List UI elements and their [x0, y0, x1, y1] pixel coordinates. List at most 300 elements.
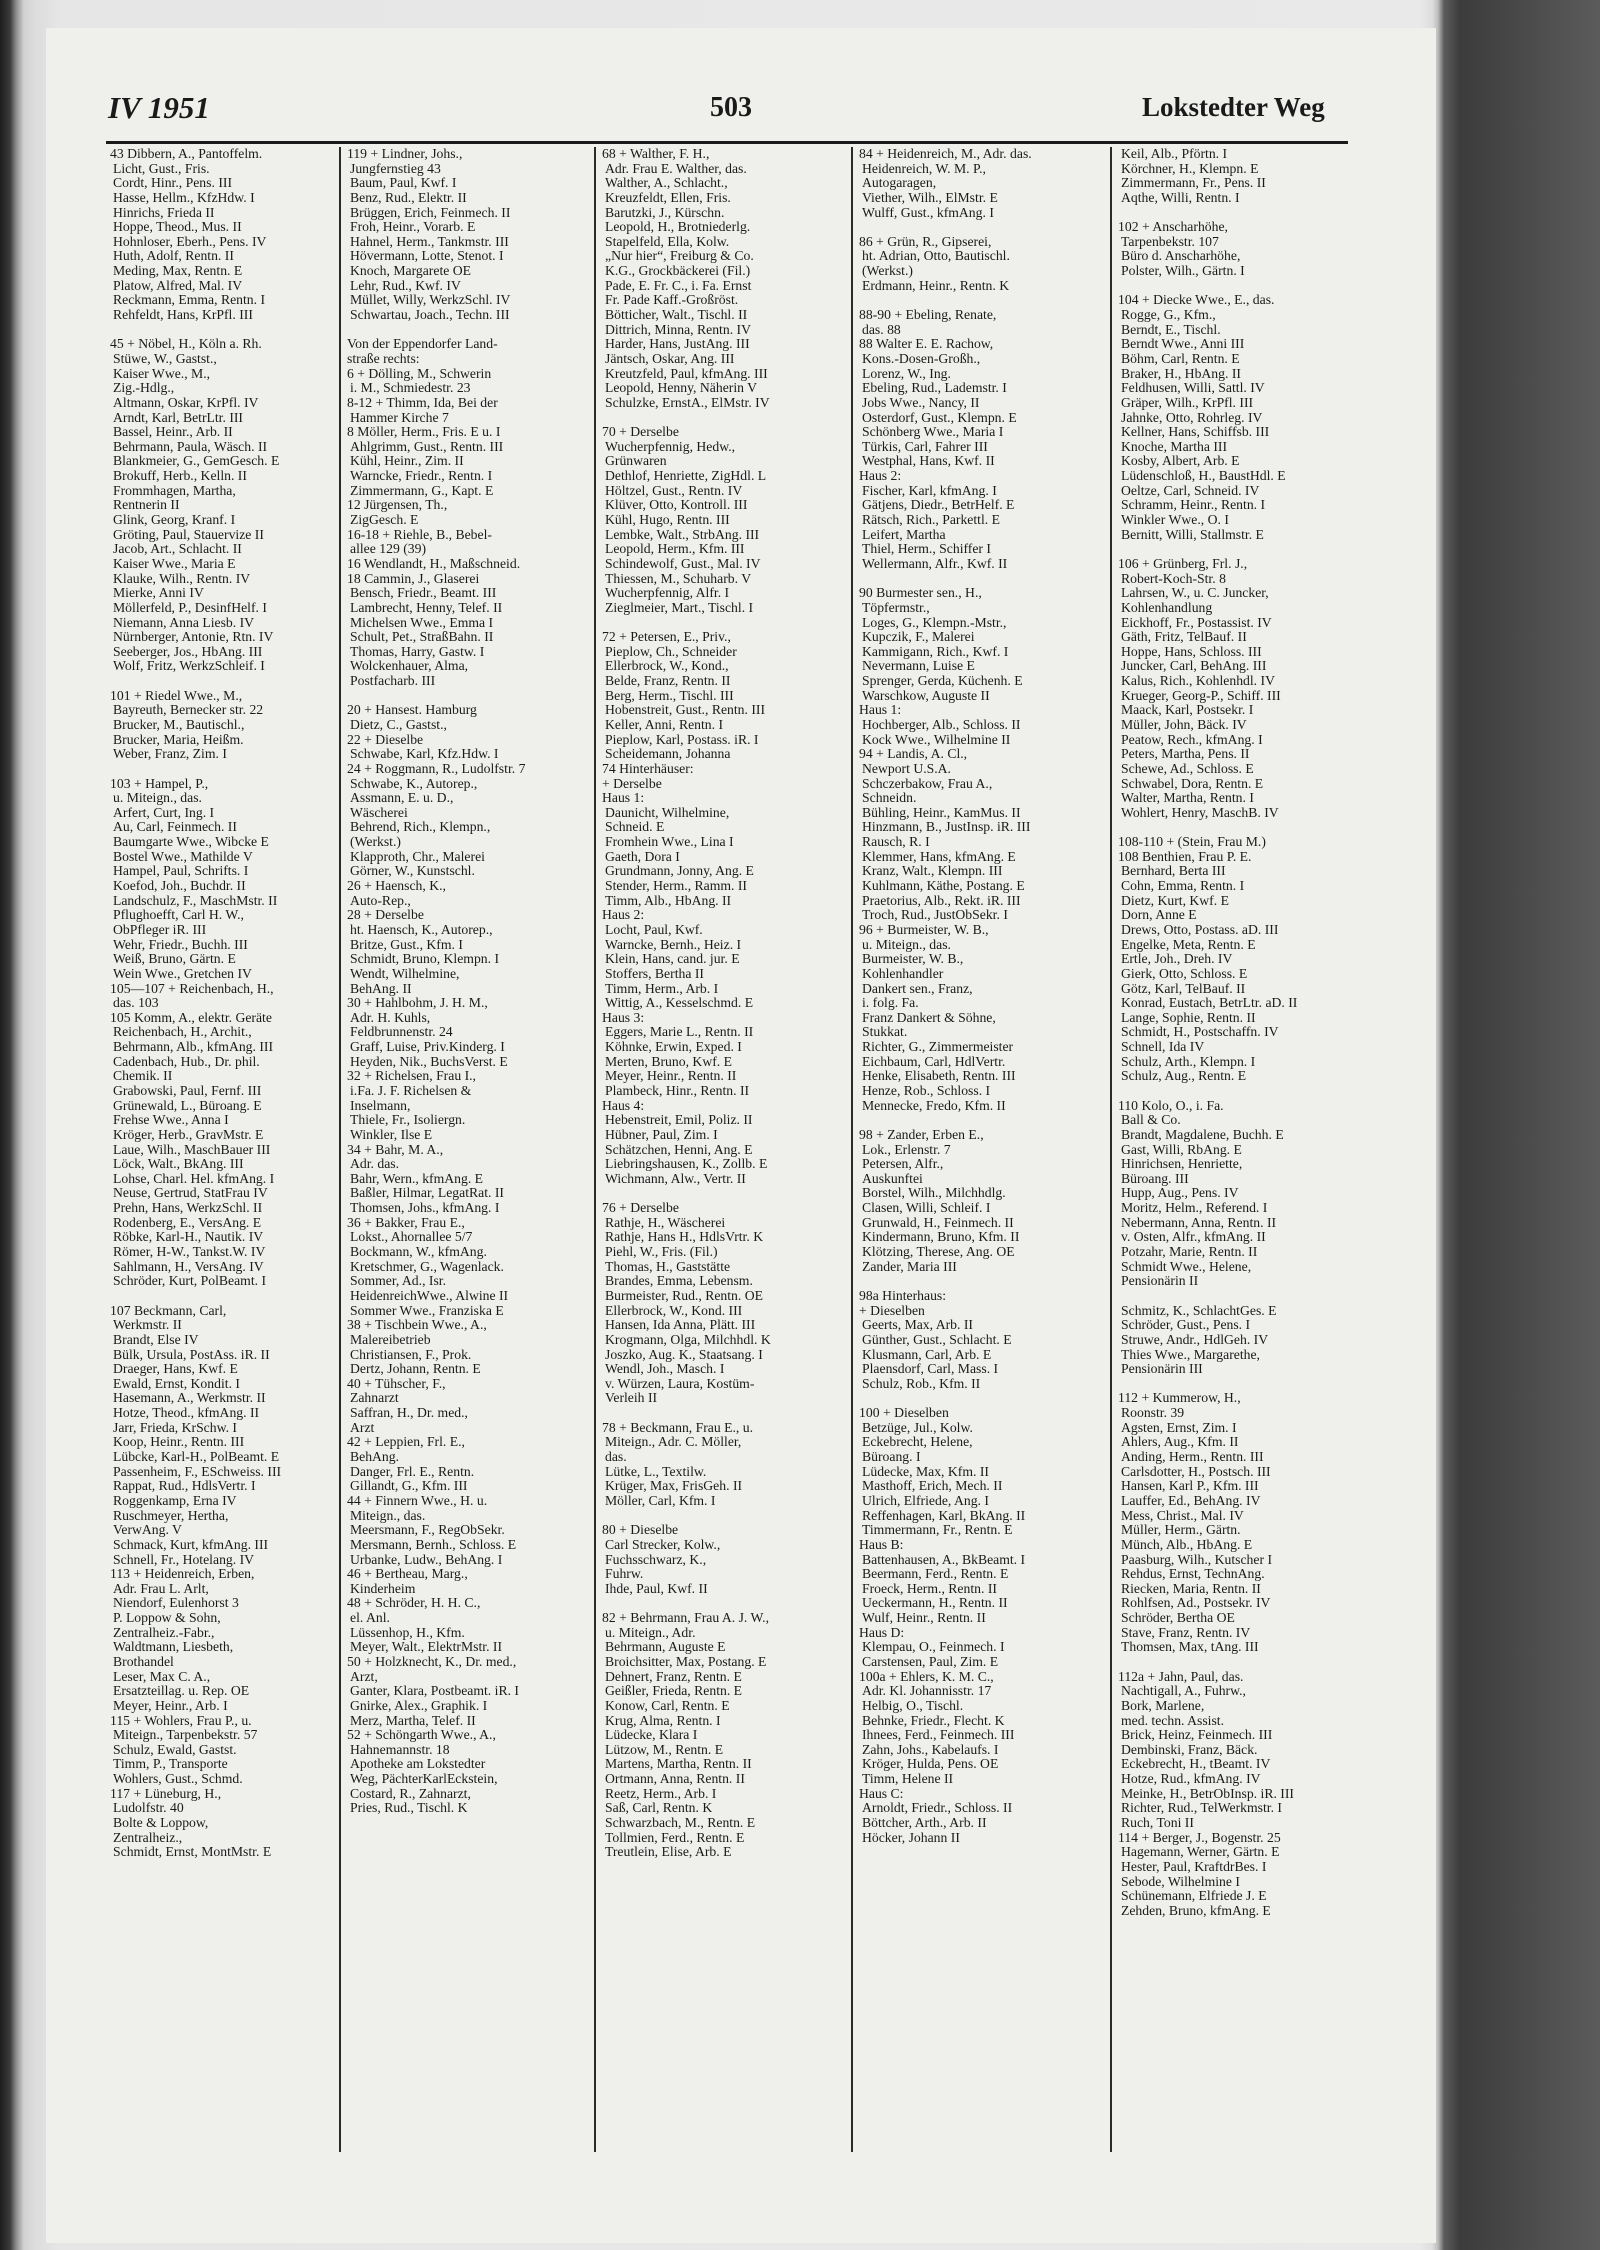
directory-entry-line: Pensionärin III	[1121, 1362, 1203, 1377]
directory-entry-line: Blankmeier, G., GemGesch. E	[113, 454, 280, 469]
directory-entry-line: u. Miteign., Adr.	[605, 1625, 696, 1640]
directory-entry-line	[602, 1509, 845, 1524]
directory-entry-line: Huth, Adolf, Rentn. II	[113, 249, 234, 264]
directory-entry-line: Haus 3:	[602, 1010, 645, 1025]
directory-entry-line: Günther, Gust., Schlacht. E	[862, 1332, 1012, 1347]
directory-entry-line: Lüdenschloß, H., BaustHdl. E	[1121, 469, 1286, 484]
directory-entry-line: Dembinski, Franz, Bäck.	[1121, 1742, 1258, 1757]
directory-entry-line: Belde, Franz, Rentn. II	[605, 674, 731, 689]
directory-entry-line: Nachtigall, A., Fuhrw.,	[1121, 1684, 1246, 1699]
directory-entry-line: Dethlof, Henriette, ZigHdl. L	[605, 469, 767, 484]
directory-entry-line: Röbke, Karl-H., Nautik. IV	[113, 1230, 264, 1245]
directory-entry-line: 103 + Hampel, P.,	[110, 776, 209, 791]
directory-entry-line: Meinke, H., BetrObInsp. iR. III	[1121, 1786, 1294, 1801]
directory-entry-line: 22 + Dieselbe	[347, 732, 424, 747]
directory-entry-line: 102 + Anscharhöhe,	[1118, 220, 1228, 235]
directory-entry-line	[859, 1274, 1104, 1289]
directory-entry-line: el. Anl.	[350, 1611, 390, 1626]
directory-entry-line: Meyer, Heinr., Arb. I	[113, 1698, 228, 1713]
directory-entry-line: Bötticher, Walt., Tischl. II	[605, 308, 748, 323]
directory-column-1	[110, 147, 333, 1860]
directory-entry-line: Baßler, Hilmar, LegatRat. II	[350, 1186, 504, 1201]
directory-entry-line: Braker, H., HbAng. II	[1121, 366, 1241, 381]
directory-entry-line	[110, 1289, 333, 1304]
directory-entry-line: u. Miteign., das.	[862, 937, 951, 952]
directory-entry-line: Bernhard, Berta III	[1121, 864, 1226, 879]
directory-entry-line: Fr. Pade Kaff.-Großröst.	[605, 293, 739, 308]
directory-entry-line: Thiessen, M., Schuharb. V	[605, 571, 752, 586]
directory-entry-line: Möller, Carl, Kfm. I	[605, 1493, 716, 1508]
directory-entry-line: Thiele, Fr., Isoliergn.	[350, 1113, 466, 1128]
directory-entry-line: Wein Wwe., Gretchen IV	[113, 966, 252, 981]
street-title: Lokstedter Weg	[1142, 92, 1325, 122]
directory-entry-line: Bayreuth, Bernecker str. 22	[113, 703, 264, 718]
directory-entry-line: Merten, Bruno, Kwf. E	[605, 1054, 732, 1069]
directory-entry-line: Schult, Pet., StraßBahn. II	[350, 630, 494, 645]
directory-entry-line: Ersatzteillag. u. Rep. OE	[113, 1684, 250, 1699]
directory-entry-line: Klötzing, Therese, Ang. OE	[862, 1245, 1015, 1260]
directory-entry-line: Wehr, Friedr., Buchh. III	[113, 937, 248, 952]
directory-entry-line: Jacob, Art., Schlacht. II	[113, 542, 242, 557]
directory-entry-line	[110, 674, 333, 689]
directory-entry-line: Stender, Herm., Ramm. II	[605, 879, 747, 894]
directory-entry-line: Büro d. Anscharhöhe,	[1121, 249, 1241, 264]
directory-entry-line: 115 + Wohlers, Frau P., u.	[110, 1713, 252, 1728]
directory-entry-line	[1118, 820, 1348, 835]
directory-entry-line: Frommhagen, Martha,	[113, 483, 236, 498]
directory-entry-line: Krueger, Georg-P., Schiff. III	[1121, 688, 1281, 703]
directory-entry-line: Auskunftei	[862, 1171, 923, 1186]
directory-entry-line: Zimmermann, Fr., Pens. II	[1121, 176, 1266, 191]
directory-column-5	[1118, 147, 1348, 1919]
directory-entry-line: Römer, H-W., Tankst.W. IV	[113, 1245, 266, 1260]
directory-entry-line: 90 Burmester sen., H.,	[859, 586, 982, 601]
directory-entry-line: Newport U.S.A.	[862, 761, 951, 776]
directory-entry-line: Berndt, E., Tischl.	[1121, 322, 1221, 337]
directory-entry-line: 86 + Grün, R., Gipserei,	[859, 234, 992, 249]
directory-entry-line	[602, 1186, 845, 1201]
directory-entry-line: Brucker, Maria, Heißm.	[113, 732, 244, 747]
directory-entry-line: Riecken, Maria, Rentn. II	[1121, 1581, 1261, 1596]
directory-entry-line: Bahr, Wern., kfmAng. E	[350, 1171, 484, 1186]
directory-entry-line: Locht, Paul, Kwf.	[605, 922, 703, 937]
directory-entry-line: Geißler, Frieda, Rentn. E	[605, 1684, 743, 1699]
directory-entry-line: 114 + Berger, J., Bogenstr. 25	[1118, 1830, 1281, 1845]
directory-entry-line: Rehdus, Ernst, TechnAng.	[1121, 1567, 1265, 1582]
directory-entry-line: Eckebrecht, H., tBeamt. IV	[1121, 1757, 1271, 1772]
directory-entry-line: ht. Haensch, K., Autorep.,	[350, 922, 493, 937]
directory-entry-line: HeidenreichWwe., Alwine II	[350, 1288, 509, 1303]
directory-entry-line: Kinderheim	[350, 1581, 416, 1596]
directory-entry-line: Grünwaren	[605, 454, 667, 469]
directory-entry-line: Pade, E. Fr. C., i. Fa. Ernst	[605, 278, 752, 293]
directory-entry-line: Bülk, Ursula, PostAss. iR. II	[113, 1347, 270, 1362]
directory-entry-line: 119 + Lindner, Johs.,	[347, 147, 463, 161]
directory-entry-line: Hübner, Paul, Zim. I	[605, 1127, 718, 1142]
directory-entry-line: Töpfermstr.,	[862, 600, 930, 615]
directory-entry-line: Schneidn.	[862, 791, 917, 806]
directory-entry-line: Rohlfsen, Ad., Postsekr. IV	[1121, 1596, 1271, 1611]
directory-entry-line: Hövermann, Lotte, Stenot. I	[350, 249, 504, 264]
directory-entry-line: Klauke, Wilh., Rentn. IV	[113, 571, 251, 586]
directory-entry-line: Richter, Rud., TelWerkmstr. I	[1121, 1801, 1282, 1816]
directory-entry-line: Richter, G., Zimmermeister	[862, 1040, 1014, 1055]
directory-entry-line: Piehl, W., Fris. (Fil.)	[605, 1245, 718, 1260]
directory-entry-line: Mennecke, Fredo, Kfm. II	[862, 1098, 1006, 1113]
directory-entry-line: Pries, Rud., Tischl. K	[350, 1801, 468, 1816]
directory-entry-line: Kreuzfeldt, Ellen, Fris.	[605, 190, 731, 205]
directory-entry-line: Praetorius, Alb., Rekt. iR. III	[862, 893, 1021, 908]
directory-entry-line: Burmeister, Rud., Rentn. OE	[605, 1288, 763, 1303]
directory-entry-line: Oeltze, Carl, Schneid. IV	[1121, 483, 1260, 498]
directory-entry-line: Bernitt, Willi, Stallmstr. E	[1121, 527, 1264, 542]
directory-entry-line: Roonstr. 39	[1121, 1406, 1185, 1421]
directory-entry-line: Michelsen Wwe., Emma I	[350, 615, 494, 630]
directory-entry-line: 50 + Holzknecht, K., Dr. med.,	[347, 1654, 517, 1669]
directory-entry-line: Henze, Rob., Schloss. I	[862, 1084, 991, 1098]
directory-entry-line: Verleih II	[605, 1391, 658, 1406]
directory-entry-line: Erdmann, Heinr., Rentn. K	[862, 278, 1010, 293]
directory-entry-line: Leser, Max C. A.,	[113, 1669, 211, 1684]
directory-entry-line: 8-12 + Thimm, Ida, Bei der	[347, 395, 498, 410]
directory-entry-line: Schneid. E	[605, 820, 665, 835]
directory-entry-line: Benz, Rud., Elektr. II	[350, 190, 467, 205]
directory-entry-line: Nebermann, Anna, Rentn. II	[1121, 1215, 1277, 1230]
directory-entry-line: Hohnloser, Eberh., Pens. IV	[113, 234, 267, 249]
directory-entry-line: Görner, W., Kunstschl.	[350, 864, 475, 879]
directory-entry-line: Bostel Wwe., Mathilde V	[113, 849, 253, 864]
directory-entry-line: Britze, Gust., Kfm. I	[350, 937, 463, 952]
directory-entry-line: Dietz, C., Gastst.,	[350, 717, 447, 732]
directory-entry-line: Hinzmann, B., JustInsp. iR. III	[862, 820, 1031, 835]
directory-entry-line: Miteign., Adr. C. Möller,	[605, 1435, 742, 1450]
directory-entry-line: Gnirke, Alex., Graphik. I	[350, 1698, 488, 1713]
header-rule	[106, 141, 1348, 144]
directory-entry-line: Landschulz, F., MaschMstr. II	[113, 893, 278, 908]
directory-entry-line: Zimmermann, G., Kapt. E	[350, 483, 494, 498]
directory-entry-line: + Derselbe	[602, 776, 662, 791]
directory-entry-line: Lohse, Charl. Hel. kfmAng. I	[113, 1171, 275, 1186]
directory-entry-line: Kuhlmann, Käthe, Postang. E	[862, 879, 1025, 894]
directory-entry-line: Altmann, Oskar, KrPfl. IV	[113, 395, 259, 410]
directory-entry-line: Hebenstreit, Emil, Poliz. II	[605, 1113, 753, 1128]
directory-entry-line: Wendt, Wilhelmine,	[350, 966, 460, 981]
directory-entry-line	[602, 1406, 845, 1421]
directory-entry-line: Rehfeldt, Hans, KrPfl. III	[113, 308, 253, 323]
directory-entry-line: Mess, Christ., Mal. IV	[1121, 1508, 1244, 1523]
directory-entry-line: Ahlers, Aug., Kfm. II	[1121, 1435, 1239, 1450]
directory-entry-line: Haus 2:	[602, 908, 645, 923]
directory-entry-line: Adr. H. Kuhls,	[350, 1010, 431, 1025]
directory-entry-line: Haus C:	[859, 1786, 904, 1801]
directory-entry-line: straße rechts:	[347, 351, 420, 366]
directory-entry-line: 52 + Schöngarth Wwe., A.,	[347, 1728, 496, 1743]
directory-entry-line	[1118, 279, 1348, 294]
directory-entry-line: Brüggen, Erich, Feinmech. II	[350, 205, 511, 220]
directory-entry-line: Kupczik, F., Malerei	[862, 630, 975, 645]
directory-entry-line: Nürnberger, Antonie, Rtn. IV	[113, 630, 274, 645]
column-divider	[594, 147, 596, 2152]
directory-entry-line: Adr. Frau E. Walther, das.	[605, 161, 747, 176]
directory-entry-line: 94 + Landis, A. Cl.,	[859, 747, 968, 762]
directory-entry-line: Baum, Paul, Kwf. I	[350, 176, 457, 191]
directory-entry-line: Ortmann, Anna, Rentn. II	[605, 1772, 745, 1787]
directory-entry-line: Hansen, Karl P., Kfm. III	[1121, 1479, 1259, 1494]
directory-entry-line: Konrad, Eustach, BetrLtr. aD. II	[1121, 996, 1298, 1011]
directory-entry-line: Schmack, Kurt, kfmAng. III	[113, 1537, 269, 1552]
directory-entry-line: 100 + Dieselben	[859, 1406, 949, 1421]
directory-entry-line: Stapelfeld, Ella, Kolw.	[605, 234, 730, 249]
directory-entry-line: Brandes, Emma, Lebensm.	[605, 1274, 753, 1289]
directory-entry-line: Moritz, Helm., Referend. I	[1121, 1201, 1268, 1216]
directory-entry-line: Drews, Otto, Postass. aD. III	[1121, 922, 1279, 937]
directory-entry-line: Ebeling, Rud., Lademstr. I	[862, 381, 1007, 396]
directory-entry-line: Martens, Martha, Rentn. II	[605, 1757, 752, 1772]
volume-year: IV 1951	[108, 90, 210, 125]
directory-entry-line: das.	[605, 1450, 627, 1465]
page-number: 503	[710, 92, 752, 123]
directory-entry-line: 72 + Petersen, E., Priv.,	[602, 630, 731, 645]
directory-entry-line: Keller, Anni, Rentn. I	[605, 717, 724, 732]
directory-entry-line: Borstel, Wilh., Milchhdlg.	[862, 1186, 1006, 1201]
directory-entry-line: das. 103	[113, 996, 159, 1011]
directory-entry-line: Pieplow, Karl, Postass. iR. I	[605, 732, 759, 747]
directory-entry-line: Kindermann, Bruno, Kfm. II	[862, 1230, 1020, 1245]
directory-entry-line: Wulff, Gust., kfmAng. I	[862, 205, 994, 220]
directory-entry-line: Schulz, Ewald, Gastst.	[113, 1742, 237, 1757]
directory-entry-line: 16-18 + Riehle, B., Bebel-	[347, 527, 492, 542]
directory-entry-line: Konow, Carl, Rentn. E	[605, 1698, 730, 1713]
directory-entry-line: 46 + Bertheau, Marg.,	[347, 1567, 468, 1582]
directory-entry-line: Meyer, Walt., ElektrMstr. II	[350, 1640, 503, 1655]
directory-entry-line: Winkler Wwe., O. I	[1121, 513, 1229, 528]
directory-entry-line: 108-110 + (Stein, Frau M.)	[1118, 835, 1266, 850]
directory-entry-line: Haus D:	[859, 1625, 905, 1640]
directory-entry-line: Ulrich, Elfriede, Ang. I	[862, 1493, 989, 1508]
directory-entry-line: Gräper, Wilh., KrPfl. III	[1121, 395, 1254, 410]
directory-column-2	[347, 147, 588, 1816]
directory-entry-line: Lok., Erlenstr. 7	[862, 1142, 951, 1157]
directory-entry-line	[347, 323, 588, 338]
directory-entry-line: Agsten, Ernst, Zim. I	[1121, 1420, 1237, 1435]
directory-entry-line: Pensionärin II	[1121, 1274, 1199, 1289]
directory-entry-line: Sprenger, Gerda, Küchenh. E	[862, 674, 1023, 689]
directory-entry-line: Wichmann, Alw., Vertr. II	[605, 1171, 746, 1186]
directory-entry-line: Masthoff, Erich, Mech. II	[862, 1479, 1003, 1494]
directory-entry-line: Hotze, Theod., kfmAng. II	[113, 1406, 260, 1421]
directory-entry-line: Fuchsschwarz, K.,	[605, 1552, 707, 1567]
directory-entry-line: Klempau, O., Feinmech. I	[862, 1640, 1005, 1655]
directory-entry-line: 101 + Riedel Wwe., M.,	[110, 688, 243, 703]
directory-entry-line: Keil, Alb., Pförtn. I	[1121, 147, 1228, 161]
directory-entry-line: Kühl, Heinr., Zim. II	[350, 454, 464, 469]
directory-entry-line: Grunwald, H., Feinmech. II	[862, 1215, 1014, 1230]
directory-entry-line: Höltzel, Gust., Rentn. IV	[605, 483, 743, 498]
directory-entry-line: Stukkat.	[862, 1025, 908, 1040]
directory-entry-line: Meyer, Heinr., Rentn. II	[605, 1069, 737, 1084]
directory-entry-line: 74 Hinterhäuser:	[602, 761, 694, 776]
directory-entry-line: Schwarzbach, M., Rentn. E	[605, 1816, 756, 1831]
directory-entry-line: Wucherpfennig, Hedw.,	[605, 439, 736, 454]
directory-entry-line: Körchner, H., Klempn. E	[1121, 161, 1259, 176]
directory-entry-line: Schulz, Aug., Rentn. E	[1121, 1069, 1247, 1084]
directory-entry-line: Meding, Max, Rentn. E	[113, 264, 243, 279]
directory-entry-line: Schulzke, ErnstA., ElMstr. IV	[605, 395, 770, 410]
directory-entry-line: Cordt, Hinr., Pens. III	[113, 176, 232, 191]
directory-entry-line: Haus 2:	[859, 469, 902, 484]
directory-entry-line: Juncker, Carl, BehAng. III	[1121, 659, 1267, 674]
directory-entry-line: Franz Dankert & Söhne,	[862, 1010, 996, 1025]
directory-entry-line: 68 + Walther, F. H.,	[602, 147, 710, 161]
directory-entry-line	[859, 1391, 1104, 1406]
directory-entry-line: Maack, Karl, Postsekr. I	[1121, 703, 1254, 718]
directory-entry-line: Au, Carl, Feinmech. II	[113, 820, 237, 835]
directory-entry-line: Kammigann, Rich., Kwf. I	[862, 644, 1009, 659]
directory-entry-line: Eggers, Marie L., Rentn. II	[605, 1025, 754, 1040]
directory-entry-line: Kellner, Hans, Schiffsb. III	[1121, 425, 1270, 440]
directory-entry-line: 8 Möller, Herm., Fris. E u. I	[347, 425, 501, 440]
directory-entry-line: 70 + Derselbe	[602, 425, 679, 440]
directory-entry-line: Plambeck, Hinr., Rentn. II	[605, 1084, 750, 1098]
directory-entry-line: Ellerbrock, W., Kond. III	[605, 1303, 743, 1318]
directory-entry-line: Ihnees, Ferd., Feinmech. III	[862, 1728, 1015, 1743]
directory-entry-line: VerwAng. V	[113, 1523, 182, 1538]
directory-entry-line: Haus 1:	[859, 703, 902, 718]
directory-entry-line: Henke, Elisabeth, Rentn. III	[862, 1069, 1016, 1084]
directory-entry-line: Tollmien, Ferd., Rentn. E	[605, 1830, 745, 1845]
directory-entry-line: BehAng.	[350, 1450, 400, 1465]
directory-entry-line: Schwartau, Joach., Techn. III	[350, 308, 510, 323]
directory-entry-line: Grundmann, Jonny, Ang. E	[605, 864, 754, 879]
directory-entry-line: Licht, Gust., Fris.	[113, 161, 210, 176]
directory-entry-line: 24 + Roggmann, R., Ludolfstr. 7	[347, 761, 526, 776]
directory-entry-line: Bork, Marlene,	[1121, 1698, 1205, 1713]
directory-entry-line: Weber, Franz, Zim. I	[113, 747, 227, 762]
directory-entry-line: Wohlers, Gust., Schmd.	[113, 1772, 243, 1787]
directory-entry-line: Lübcke, Karl-H., PolBeamt. E	[113, 1450, 280, 1465]
directory-entry-line: Inselmann,	[350, 1098, 411, 1113]
directory-entry-line: Walter, Martha, Rentn. I	[1121, 791, 1254, 806]
directory-entry-line: Klemmer, Hans, kfmAng. E	[862, 849, 1016, 864]
directory-entry-line: Kröger, Hulda, Pens. OE	[862, 1757, 999, 1772]
directory-entry-line: Wendl, Joh., Masch. I	[605, 1362, 725, 1377]
directory-entry-line: Beermann, Ferd., Rentn. E	[862, 1567, 1009, 1582]
directory-entry-line: Behrend, Rich., Klempn.,	[350, 820, 491, 835]
directory-entry-line: Hampel, Paul, Schrifts. I	[113, 864, 249, 879]
directory-entry-line: Neuse, Gertrud, StatFrau IV	[113, 1186, 268, 1201]
directory-entry-line: 112 + Kummerow, H.,	[1118, 1391, 1241, 1406]
directory-entry-line: Behnke, Friedr., Flecht. K	[862, 1713, 1005, 1728]
directory-entry-line: Rogge, G., Kfm.,	[1121, 308, 1216, 323]
directory-entry-line: Sahlmann, H., VersAng. IV	[113, 1259, 264, 1274]
directory-entry-line: 113 + Heidenreich, Erben,	[110, 1567, 255, 1582]
directory-entry-line: Saffran, H., Dr. med.,	[350, 1406, 468, 1421]
directory-entry-line: Schramm, Heinr., Rentn. I	[1121, 498, 1266, 513]
directory-entry-line: Jobs Wwe., Nancy, II	[862, 395, 980, 410]
directory-entry-line: 28 + Derselbe	[347, 908, 424, 923]
directory-entry-line: Krüger, Max, FrisGeh. II	[605, 1479, 743, 1494]
directory-entry-line: Arndt, Karl, BetrLtr. III	[113, 410, 243, 425]
directory-entry-line: Ball & Co.	[1121, 1113, 1181, 1128]
directory-entry-line: Nevermann, Luise E	[862, 659, 975, 674]
directory-entry-line: Leopold, Herm., Kfm. III	[605, 542, 745, 557]
directory-entry-line: Hupp, Aug., Pens. IV	[1121, 1186, 1239, 1201]
directory-entry-line: Schönberg Wwe., Maria I	[862, 425, 1004, 440]
directory-entry-line: Kalus, Rich., Kohlenhdl. IV	[1121, 674, 1275, 689]
directory-entry-line: Adr. das.	[350, 1157, 400, 1172]
directory-entry-line: Wolf, Fritz, WerkzSchleif. I	[113, 659, 265, 674]
directory-entry-line: Schulz, Rob., Kfm. II	[862, 1376, 981, 1391]
directory-entry-line: Potzahr, Marie, Rentn. II	[1121, 1245, 1258, 1260]
directory-entry-line: Arzt	[350, 1420, 375, 1435]
directory-entry-line	[602, 616, 845, 631]
directory-entry-line: Pflughoefft, Carl H. W.,	[113, 908, 244, 923]
directory-entry-line: 88-90 + Ebeling, Renate,	[859, 308, 997, 323]
directory-entry-line: Wulf, Heinr., Rentn. II	[862, 1611, 986, 1626]
directory-entry-line: 20 + Hansest. Hamburg	[347, 703, 477, 718]
directory-entry-line: Böhm, Carl, Rentn. E	[1121, 351, 1240, 366]
directory-entry-line: Schünemann, Elfriede J. E	[1121, 1889, 1267, 1904]
directory-entry-line: Stoffers, Bertha II	[605, 966, 704, 981]
directory-entry-line: Sebode, Wilhelmine I	[1121, 1874, 1240, 1889]
directory-entry-line: Saß, Carl, Rentn. K	[605, 1801, 713, 1816]
directory-entry-line: Haus 1:	[602, 791, 645, 806]
directory-entry-line: Zieglmeier, Mart., Tischl. I	[605, 600, 754, 615]
directory-entry-line: Lüssenhop, H., Kfm.	[350, 1625, 465, 1640]
directory-entry-line	[859, 1113, 1104, 1128]
directory-entry-line: Feldhusen, Willi, Sattl. IV	[1121, 381, 1265, 396]
directory-entry-line	[859, 293, 1104, 308]
directory-entry-line: Rathje, H., Wäscherei	[605, 1215, 726, 1230]
directory-entry-line: Lambrecht, Henny, Telef. II	[350, 600, 503, 615]
directory-entry-line: 105 Komm, A., elektr. Geräte	[110, 1010, 272, 1025]
directory-entry-line: 106 + Grünberg, Frl. J.,	[1118, 556, 1248, 571]
directory-entry-line: Böttcher, Arth., Arb. II	[862, 1816, 987, 1831]
directory-entry-line: Gierk, Otto, Schloss. E	[1121, 966, 1248, 981]
directory-entry-line: Leopold, Henny, Näherin V	[605, 381, 758, 396]
directory-entry-line: Kretschmer, G., Wagenlack.	[350, 1259, 504, 1274]
directory-entry-line: Schwabe, Karl, Kfz.Hdw. I	[350, 747, 499, 762]
directory-entry-line: Hester, Paul, KraftdrBes. I	[1121, 1859, 1267, 1874]
directory-entry-line: Reetz, Herm., Arb. I	[605, 1786, 717, 1801]
directory-entry-line: Struwe, Andr., HdlGeh. IV	[1121, 1332, 1269, 1347]
directory-entry-line: Autogaragen,	[862, 176, 937, 191]
directory-entry-line: v. Würzen, Laura, Kostüm-	[605, 1376, 755, 1391]
directory-entry-line: Hoppe, Theod., Mus. II	[113, 220, 242, 235]
directory-entry-line: Zahnarzt	[350, 1391, 399, 1406]
directory-entry-line: Klusmann, Carl, Arb. E	[862, 1347, 992, 1362]
directory-entry-line: Reichenbach, H., Archit.,	[113, 1025, 252, 1040]
directory-entry-line: (Werkst.)	[862, 264, 913, 279]
directory-entry-line: ObPfleger iR. III	[113, 922, 207, 937]
directory-entry-line: Miteign., Tarpenbekstr. 57	[113, 1728, 258, 1743]
directory-entry-line: 36 + Bakker, Frau E.,	[347, 1215, 465, 1230]
directory-entry-line: Zentralheiz.-Fabr.,	[113, 1625, 215, 1640]
directory-entry-line: Lütke, L., Textilw.	[605, 1464, 707, 1479]
directory-entry-line: 44 + Finnern Wwe., H. u.	[347, 1493, 488, 1508]
directory-entry-line	[1118, 206, 1348, 221]
directory-entry-line: Timm, Herm., Arb. I	[605, 981, 719, 996]
directory-entry-line: Hoppe, Hans, Schloss. III	[1121, 644, 1262, 659]
directory-entry-line: 112a + Jahn, Paul, das.	[1118, 1669, 1244, 1684]
directory-entry-line: Fischer, Karl, kfmAng. I	[862, 483, 997, 498]
directory-entry-line: Büroang. I	[862, 1450, 921, 1465]
directory-entry-line: Bensch, Friedr., Beamt. III	[350, 586, 497, 601]
directory-entry-line: Münch, Alb., HbAng. E	[1121, 1537, 1253, 1552]
directory-entry-line: Pieplow, Ch., Schneider	[605, 644, 737, 659]
directory-entry-line: Passenheim, F., ESchweiss. III	[113, 1464, 282, 1479]
directory-entry-line: Brothandel	[113, 1654, 174, 1669]
